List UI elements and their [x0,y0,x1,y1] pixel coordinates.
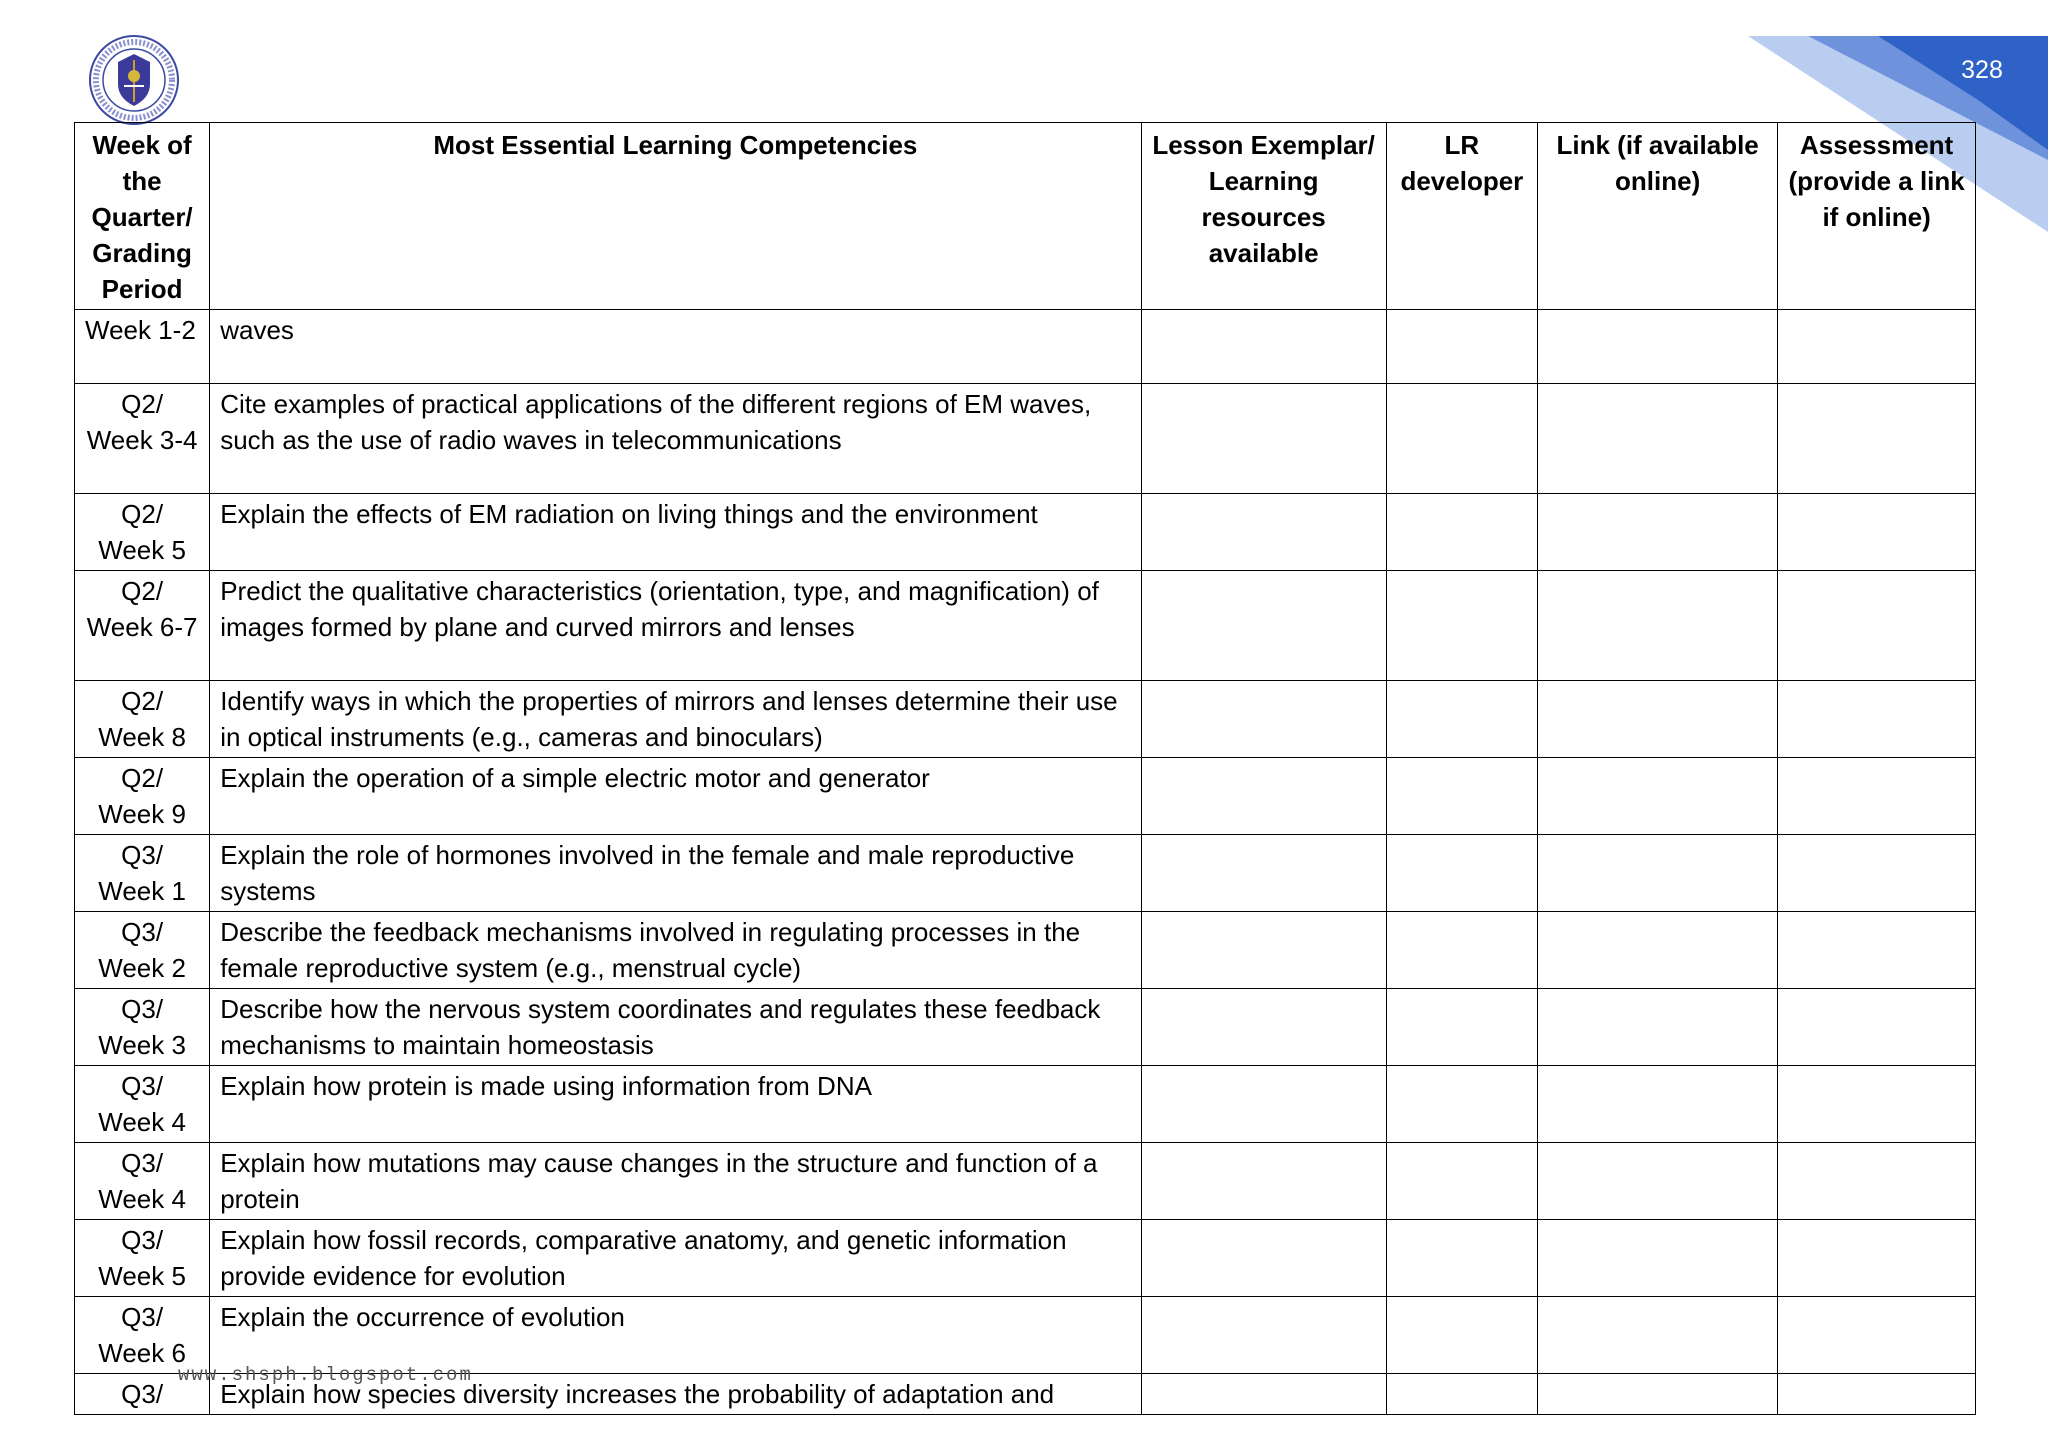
assessment-cell [1778,384,1976,494]
link-cell [1538,1143,1778,1220]
footer-url: www.shsph.blogspot.com [178,1364,473,1386]
lr-cell [1386,1374,1537,1415]
lesson-cell [1141,571,1386,681]
week-cell: Q3/ Week 5 [75,1220,210,1297]
competency-cell: Explain how species diversity increases the probability of adaptation and [210,1374,1141,1415]
table-row [75,571,1976,681]
competency-cell: Explain the occurrence of evolution [210,1297,1141,1374]
lesson-cell [1141,835,1386,912]
week-cell: Q2/ Week 3-4 [75,384,210,494]
link-cell [1538,758,1778,835]
header-lesson: Lesson Exemplar/ Learning resources available [1141,123,1386,310]
competency-cell: Explain how protein is made using information from DNA [210,1066,1141,1143]
competency-cell: Explain how mutations may cause changes in the structure and function of a protein [210,1143,1141,1220]
assessment-cell [1778,1297,1976,1374]
week-cell: Q3/ Week 1 [75,835,210,912]
header-week: Week of the Quarter/ Grading Period [75,123,210,310]
assessment-cell [1778,835,1976,912]
table-row [75,681,1976,758]
assessment-cell [1778,494,1976,571]
lesson-cell [1141,494,1386,571]
assessment-cell [1778,571,1976,681]
lesson-cell [1141,912,1386,989]
assessment-cell [1778,912,1976,989]
lr-cell [1386,1066,1537,1143]
table-row [75,384,1976,494]
header-competency: Most Essential Learning Competencies [210,123,1141,310]
table-row [75,912,1976,989]
header-assessment: Assessment (provide a link if online) [1778,123,1976,310]
table-row [75,310,1976,384]
assessment-cell [1778,310,1976,384]
competency-cell: Describe the feedback mechanisms involved in regulating processes in the female reproductive system (e.g., menstrual cycle) [210,912,1141,989]
lr-cell [1386,310,1537,384]
lr-cell [1386,1297,1537,1374]
week-cell: Q2/ Week 9 [75,758,210,835]
week-cell: Q2/ Week 8 [75,681,210,758]
link-cell [1538,681,1778,758]
week-cell: Q3/ [75,1374,210,1415]
link-cell [1538,1066,1778,1143]
page-number: 328 [1961,56,2003,84]
lesson-cell [1141,1066,1386,1143]
assessment-cell [1778,1143,1976,1220]
link-cell [1538,835,1778,912]
link-cell [1538,989,1778,1066]
assessment-cell [1778,1066,1976,1143]
header-lr-developer: LR developer [1386,123,1537,310]
competency-cell: Identify ways in which the properties of mirrors and lenses determine their use in optical instruments (e.g., cameras and binoculars) [210,681,1141,758]
table-row [75,1143,1976,1220]
week-cell: Q3/ Week 4 [75,1066,210,1143]
link-cell [1538,1297,1778,1374]
table-row [75,835,1976,912]
lesson-cell [1141,989,1386,1066]
competency-cell: Explain the operation of a simple electric motor and generator [210,758,1141,835]
assessment-cell [1778,989,1976,1066]
competency-cell: Explain how fossil records, comparative anatomy, and genetic information provide evidence for evolution [210,1220,1141,1297]
lr-cell [1386,835,1537,912]
lr-cell [1386,989,1537,1066]
week-cell: Q2/ Week 5 [75,494,210,571]
lesson-cell [1141,1297,1386,1374]
lesson-cell [1141,681,1386,758]
lesson-cell [1141,384,1386,494]
link-cell [1538,310,1778,384]
week-cell: Q2/ Week 6-7 [75,571,210,681]
lesson-cell [1141,1143,1386,1220]
table-row [75,1297,1976,1374]
lesson-cell [1141,1220,1386,1297]
link-cell [1538,1374,1778,1415]
lr-cell [1386,912,1537,989]
lr-cell [1386,571,1537,681]
assessment-cell [1778,1220,1976,1297]
competency-cell: Describe how the nervous system coordinates and regulates these feedback mechanisms to maintain homeostasis [210,989,1141,1066]
link-cell [1538,494,1778,571]
competency-cell: Explain the role of hormones involved in the female and male reproductive systems [210,835,1141,912]
table-row [75,1220,1976,1297]
link-cell [1538,1220,1778,1297]
week-cell: Q3/ Week 6 [75,1297,210,1374]
deped-seal-icon [88,34,180,126]
lesson-cell [1141,1374,1386,1415]
lr-cell [1386,758,1537,835]
lesson-cell [1141,310,1386,384]
competency-cell: Cite examples of practical applications of the different regions of EM waves, such as the use of radio waves in telecommunications [210,384,1141,494]
header-link: Link (if available online) [1538,123,1778,310]
lr-cell [1386,1220,1537,1297]
assessment-cell [1778,1374,1976,1415]
table-row [75,758,1976,835]
competency-cell: waves [210,310,1141,384]
table-row [75,1066,1976,1143]
link-cell [1538,384,1778,494]
lr-cell [1386,1143,1537,1220]
lesson-cell [1141,758,1386,835]
week-cell: Week 1-2 [75,310,210,384]
lr-cell [1386,681,1537,758]
link-cell [1538,912,1778,989]
assessment-cell [1778,758,1976,835]
table-header-row [75,123,1976,310]
competency-table [74,122,1976,1415]
week-cell: Q3/ Week 2 [75,912,210,989]
lr-cell [1386,494,1537,571]
competency-cell: Predict the qualitative characteristics (orientation, type, and magnification) of images formed by plane and curved mirrors and lenses [210,571,1141,681]
assessment-cell [1778,681,1976,758]
table-row [75,494,1976,571]
table-row [75,989,1976,1066]
week-cell: Q3/ Week 3 [75,989,210,1066]
lr-cell [1386,384,1537,494]
link-cell [1538,571,1778,681]
week-cell: Q3/ Week 4 [75,1143,210,1220]
competency-cell: Explain the effects of EM radiation on living things and the environment [210,494,1141,571]
